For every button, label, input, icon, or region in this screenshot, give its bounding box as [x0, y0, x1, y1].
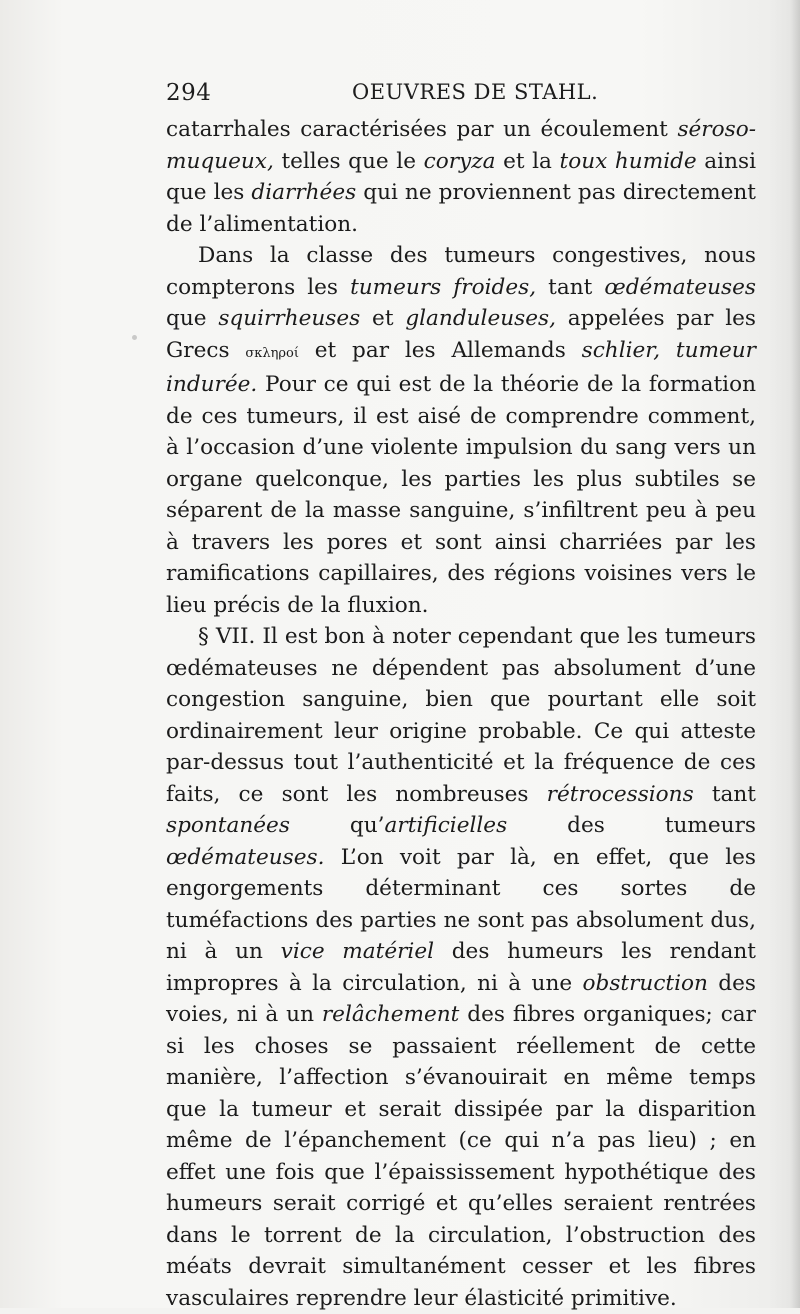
text-run: que [166, 306, 219, 331]
text-run: des tumeurs [507, 813, 756, 838]
italic-text: relâchement [321, 1002, 460, 1027]
text-run: et [360, 306, 406, 331]
italic-text: séroso-muqueux, [166, 117, 756, 174]
italic-text: œdémateuses. [166, 844, 325, 870]
text-run: et la [495, 148, 560, 174]
italic-text: toux humide [559, 148, 697, 174]
text-run: L’on voit par là, en effet, que les engorgements déterminant ces sortes de tuméfactions des parties ne sont pas absolument dus, ni à un [166, 844, 756, 964]
italic-text: coryza [423, 148, 496, 174]
ink-speck [132, 335, 137, 340]
italic-text: artificielles [384, 813, 508, 838]
running-header [166, 80, 756, 116]
text-run: qui ne proviennent pas directement de l’alimentation. [166, 180, 756, 237]
italic-text: diarrhées [251, 180, 357, 205]
text-run: et par les Allemands [298, 337, 582, 363]
running-title: OEUVRES DE STAHL. [352, 80, 599, 104]
italic-text: obstruction [582, 970, 708, 996]
italic-text: vice matériel [280, 939, 435, 964]
page-number: 294 [166, 80, 212, 106]
italic-text: œdémateuses [604, 274, 756, 300]
italic-text: glanduleuses, [405, 306, 556, 331]
body-text [166, 114, 756, 1314]
ink-speck [498, 1290, 501, 1293]
text-run: § VII. Il est bon à noter cependant que les tumeurs œdémateuses ne dépendent pas absolument d’une congestion sanguine, bien que pourtant elle soit ordinairement leur origine probable. Ce qui atteste par-dessus tout l’authenticité et la fréquence de ces faits, ce sont les nombreuses [166, 624, 756, 807]
text-run: des fibres organiques; car si les choses se passaient réellement de cette manière, l’affection s’évanouirait en même temps que la tumeur et serait dissipée par la disparition même de l’épanchement (ce qui n’a pas lieu) ; en effet une fois que l’épaississement hypothétique des humeurs serait corrigé et qu’elles seraient rentrées dans le torrent de la circulation, l’obstruction des méats devrait simultanément cesser et les fibres vasculaires reprendre leur élasticité primitive. [166, 1002, 756, 1311]
italic-text: squirrheuses [218, 306, 361, 331]
text-run: tant [536, 274, 605, 300]
italic-text: spontanées [166, 813, 290, 838]
paragraph [166, 621, 756, 1314]
text-run: tant [693, 781, 756, 807]
text-run: telles que le [273, 148, 424, 174]
italic-text: rétrocessions [546, 781, 694, 807]
text-run: Pour ce qui est de la théorie de la formation de ces tumeurs, il est aisé de comprendre comment, à l’occasion d’une violente impulsion du sang vers un organe quelconque, les parties les plus subtiles se séparent de la masse sanguine, s’infiltrent peu à peu à travers les pores et sont ainsi charriées par les ramifications capillaires, des régions voisines vers le lieu précis de la fluxion. [166, 372, 756, 618]
text-run: des humeurs les rendant impropres à la circulation, ni à une [166, 939, 756, 996]
text-run: Dans la classe des tumeurs congestives, nous compterons les [166, 243, 756, 300]
greek-word: σκληροί [245, 345, 299, 361]
text-run: appelées par les Grecs [166, 306, 757, 363]
text-run: des voies, ni à un [166, 970, 756, 1027]
page-edge-shadow [790, 0, 800, 1308]
paragraph [166, 114, 756, 240]
ink-speck [210, 1258, 213, 1261]
text-run: catarrhales caractérisées par un écoulement [166, 117, 678, 142]
paragraph [166, 240, 756, 621]
italic-text: schlier, tumeur indurée. [166, 337, 756, 397]
text-run: ainsi que les [166, 148, 756, 205]
text-run: qu’ [289, 813, 385, 838]
italic-text: tumeurs froides, [350, 274, 537, 300]
